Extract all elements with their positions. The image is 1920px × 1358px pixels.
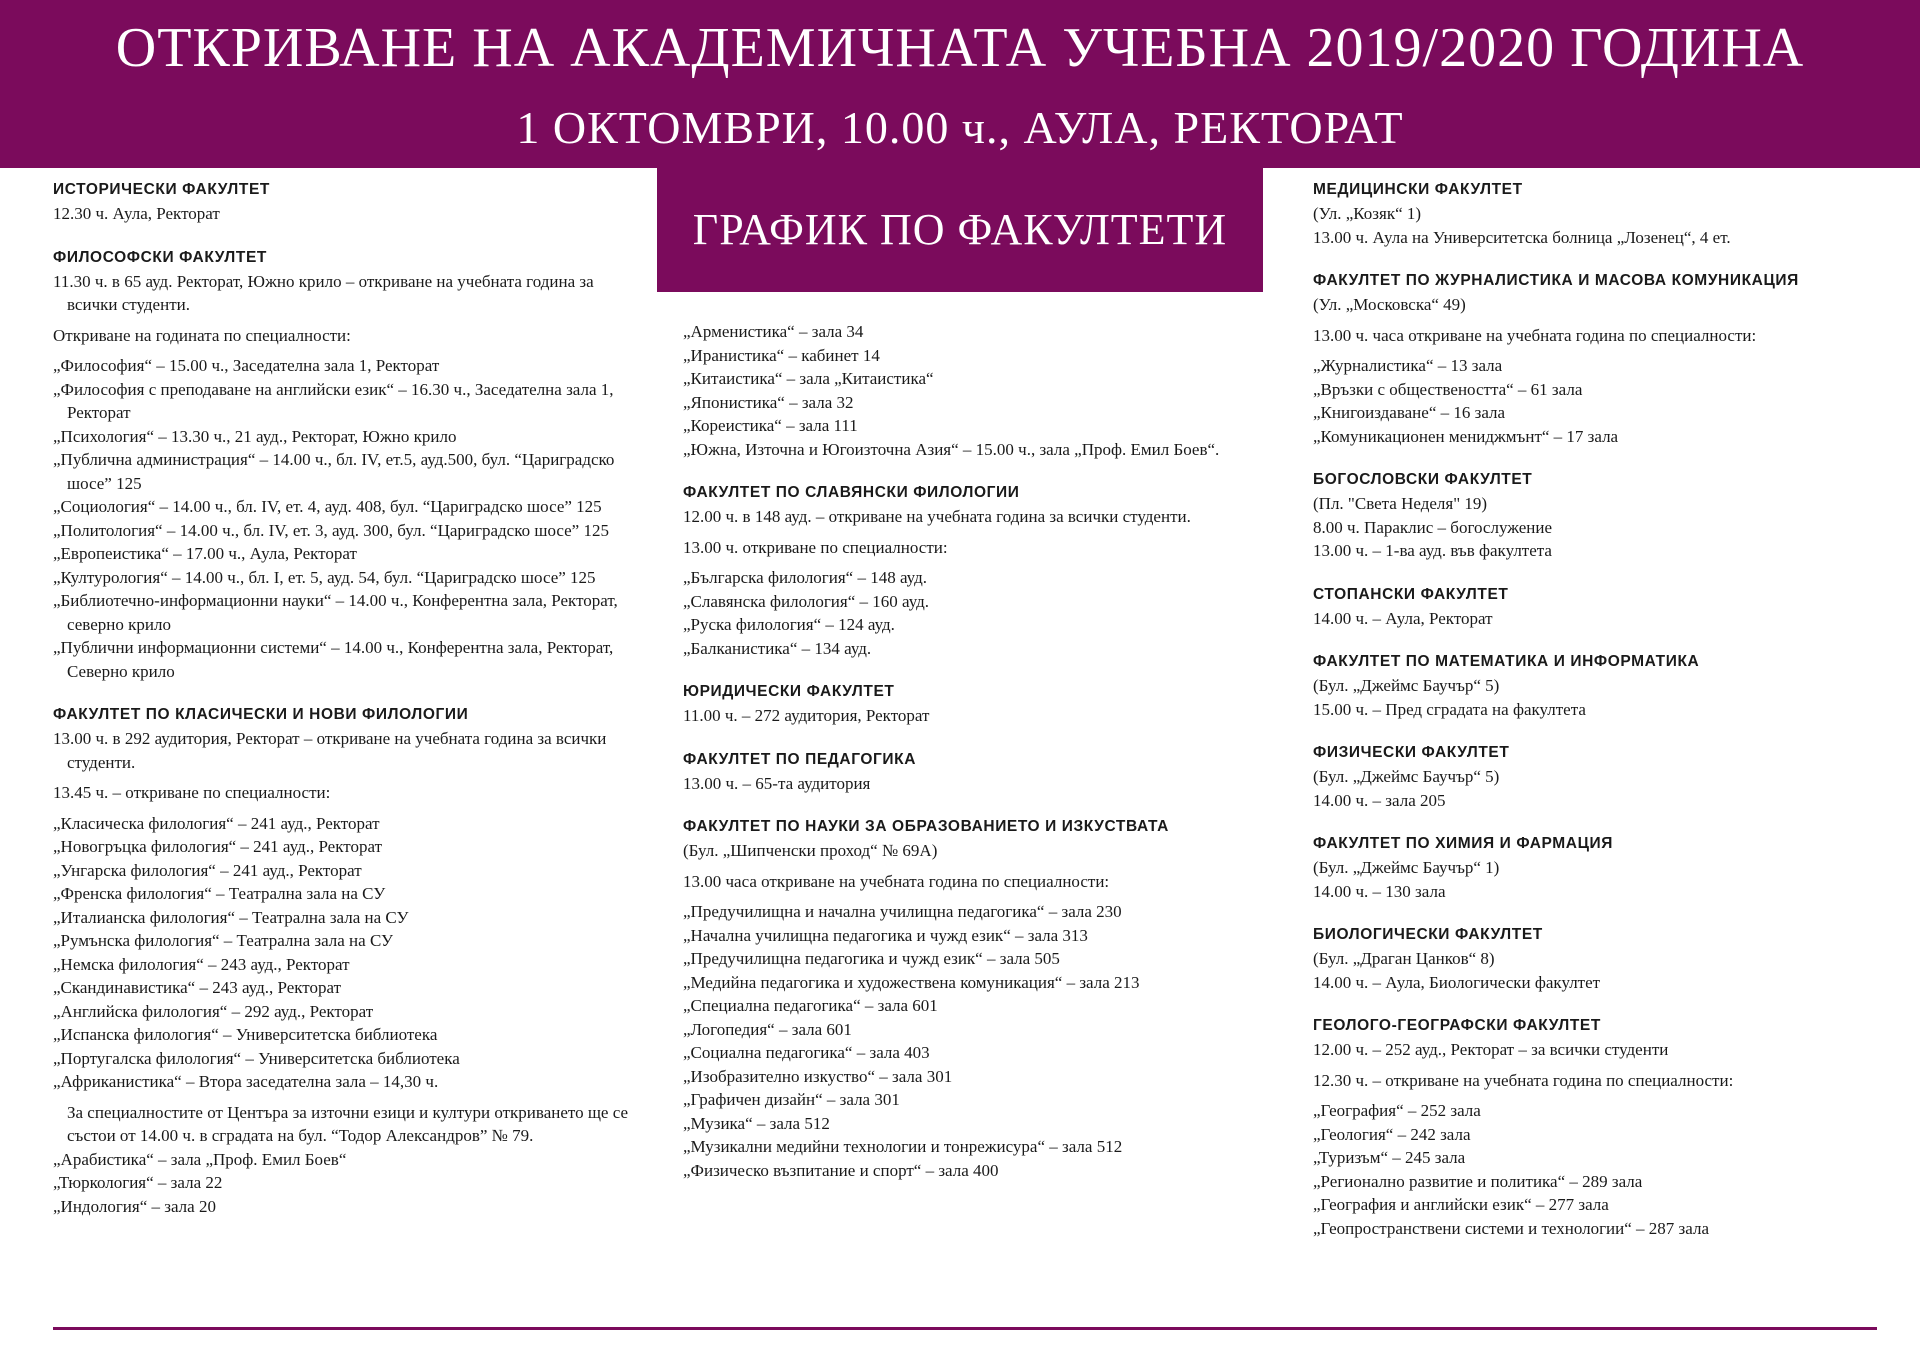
list-item: „География и английски език“ – 277 зала <box>1313 1195 1609 1214</box>
list-item: „Класическа филология“ – 241 ауд., Ректорат <box>53 813 380 833</box>
faculty-address: (Бул. „Джеймс Баучър“ 5) <box>1313 767 1500 786</box>
list-item: „Геопространствени системи и технологии“ – 287 зала <box>1313 1218 1709 1238</box>
faculty-title: БОГОСЛОВСКИ ФАКУЛТЕТ <box>1313 471 1533 488</box>
list-item: „География“ – 252 зала <box>1313 1101 1481 1120</box>
list-item: „Тюркология“ – зала 22 <box>53 1173 223 1192</box>
specialty-list <box>1313 1099 1903 1240</box>
list-item: „Новогръцка филология“ – 241 ауд., Ректорат <box>53 837 382 856</box>
list-item: „Предучилищна педагогика и чужд език“ – зала 505 <box>683 949 1060 968</box>
schedule-line: 14.00 ч. – 130 зала <box>1313 881 1446 901</box>
faculty-title: ИСТОРИЧЕСКИ ФАКУЛТЕТ <box>53 181 270 198</box>
list-item: „Социална педагогика“ – зала 403 <box>683 1043 930 1062</box>
schedule-heading: ГРАФИК ПО ФАКУЛТЕТИ <box>657 168 1263 292</box>
schedule-line: 11.00 ч. – 272 аудитория, Ректорат <box>683 706 930 725</box>
column-right <box>1313 178 1903 1260</box>
faculty-address: (Бул. „Джеймс Баучър“ 1) <box>1313 858 1500 877</box>
faculty-address: (Бул. „Шипченски проход“ № 69А) <box>683 841 938 860</box>
faculty-biology <box>1313 923 1903 994</box>
faculty-title: ФАКУЛТЕТ ПО МАТЕМАТИКА И ИНФОРМАТИКА <box>1313 653 1700 670</box>
faculty-title: ФИЗИЧЕСКИ ФАКУЛТЕТ <box>1313 744 1510 761</box>
faculty-address: (Бул. „Джеймс Баучър“ 5) <box>1313 676 1500 695</box>
faculty-title: ФИЛОСОФСКИ ФАКУЛТЕТ <box>53 248 267 266</box>
column-left <box>53 178 633 1238</box>
specialty-list <box>53 354 633 683</box>
list-item: „Логопедия“ – зала 601 <box>683 1019 852 1039</box>
schedule-line: 15.00 ч. – Пред сградата на факултета <box>1313 699 1586 719</box>
list-item: „Японистика“ – зала 32 <box>683 392 854 412</box>
faculty-title: МЕДИЦИНСКИ ФАКУЛТЕТ <box>1313 181 1523 198</box>
schedule-line: 14.00 ч. – зала 205 <box>1313 790 1446 810</box>
list-item: „Регионално развитие и политика“ – 289 зала <box>1313 1171 1643 1191</box>
list-item: „Китаистика“ – зала „Китаистика“ <box>683 369 934 388</box>
list-item: „Графичен дизайн“ – зала 301 <box>683 1090 900 1109</box>
faculty-slavic-philology <box>683 481 1273 660</box>
faculty-chemistry <box>1313 832 1903 903</box>
list-item: „Арабистика“ – зала „Проф. Емил Боев“ <box>53 1149 347 1169</box>
faculty-title: ФАКУЛТЕТ ПО КЛАСИЧЕСКИ И НОВИ ФИЛОЛОГИИ <box>53 706 469 723</box>
list-item: „Специална педагогика“ – зала 601 <box>683 996 938 1015</box>
list-item: „Испанска филология“ – Университетска библиотека <box>53 1025 438 1044</box>
faculty-classical-philology <box>53 703 633 1218</box>
faculty-address: (Ул. „Московска“ 49) <box>1313 295 1466 314</box>
faculty-address: (Пл. "Света Неделя" 19) <box>1313 494 1488 513</box>
list-item: „Кореистика“ – зала 111 <box>683 416 858 435</box>
faculty-law <box>683 680 1273 728</box>
schedule-line: 13.00 ч. Аула на Университетска болница „Лозенец“, 4 ет. <box>1313 227 1731 247</box>
schedule-line: 13.00 ч. – 65-та аудитория <box>683 773 871 793</box>
list-item: „Балканистика“ – 134 ауд. <box>683 638 872 658</box>
schedule-line: 14.00 ч. – Аула, Биологически факултет <box>1313 972 1601 992</box>
list-item: „Културология“ – 14.00 ч., бл. I, ет. 5, ауд. 54, бул. “Цариградско шосе” 125 <box>53 567 596 587</box>
list-item: „Италианска филология“ – Театрална зала на СУ <box>53 907 409 927</box>
list-item: „Социология“ – 14.00 ч., бл. IV, ет. 4, ауд. 408, бул. “Цариградско шосе” 125 <box>53 497 602 516</box>
list-item: „Журналистика“ – 13 зала <box>1313 356 1503 375</box>
faculty-title: ФАКУЛТЕТ ПО НАУКИ ЗА ОБРАЗОВАНИЕТО И ИЗКУСТВАТА <box>683 818 1169 835</box>
column-middle <box>683 320 1273 1202</box>
specialty-list <box>683 566 1273 660</box>
list-item: „Публична администрация“ – 14.00 ч., бл. IV, ет.5, ауд.500, бул. “Цариградско шосе” 125 <box>53 450 615 493</box>
faculty-address: (Ул. „Козяк“ 1) <box>1313 204 1422 223</box>
faculty-title: ЮРИДИЧЕСКИ ФАКУЛТЕТ <box>683 683 895 700</box>
list-item: „Предучилищна и начална училищна педагогика“ – зала 230 <box>683 902 1122 921</box>
faculty-address: (Бул. „Драган Цанков“ 8) <box>1313 949 1495 968</box>
faculty-title: ФАКУЛТЕТ ПО ЖУРНАЛИСТИКА И МАСОВА КОМУНИКАЦИЯ <box>1313 272 1799 289</box>
eastern-languages-note: За специалностите от Центъра за източни езици и култури откриването ще се състои от 14.00 ч. в сградата на бул. “Тодор Александров” № 79. <box>67 1102 629 1145</box>
schedule-line: 13.00 ч. – 1-ва ауд. във факултета <box>1313 541 1552 560</box>
schedule-line: 14.00 ч. – Аула, Ректорат <box>1313 608 1493 628</box>
faculty-title: ФАКУЛТЕТ ПО СЛАВЯНСКИ ФИЛОЛОГИИ <box>683 484 1020 501</box>
faculty-title: БИОЛОГИЧЕСКИ ФАКУЛТЕТ <box>1313 926 1543 943</box>
specialty-list <box>683 900 1273 1182</box>
list-item: „Политология“ – 14.00 ч., бл. IV, ет. 3, ауд. 300, бул. “Цариградско шосе” 125 <box>53 520 609 540</box>
list-item: „Туризъм“ – 245 зала <box>1313 1148 1466 1167</box>
list-item: „Музикални медийни технологии и тонрежисура“ – зала 512 <box>683 1137 1123 1156</box>
list-item: „Португалска филология“ – Университетска библиотека <box>53 1048 460 1068</box>
list-item: „Книгоиздаване“ – 16 зала <box>1313 403 1506 422</box>
page-subtitle: 1 ОКТОМВРИ, 10.00 ч., АУЛА, РЕКТОРАТ <box>516 102 1404 153</box>
list-item: „Европеистика“ – 17.00 ч., Аула, Ректорат <box>53 544 357 563</box>
list-item: „Южна, Източна и Югоизточна Азия“ – 15.00 ч., зала „Проф. Емил Боев“. <box>683 439 1220 459</box>
faculty-philosophy <box>53 246 633 684</box>
schedule-line: 13.00 ч. часа откриване на учебната година по специалности: <box>1313 325 1757 345</box>
schedule-line: 13.00 ч. в 292 аудитория, Ректорат – откриване на учебната година за всички студенти. <box>53 729 607 772</box>
list-item: „Унгарска филология“ – 241 ауд., Ректорат <box>53 860 362 880</box>
schedule-line: 13.00 ч. откриване по специалности: <box>683 537 948 557</box>
list-item: „Славянска филология“ – 160 ауд. <box>683 591 930 611</box>
faculty-mathematics <box>1313 650 1903 721</box>
list-item: „Геология“ – 242 зала <box>1313 1124 1471 1144</box>
list-item: „Африканистика“ – Втора заседателна зала – 14,30 ч. <box>53 1072 439 1091</box>
schedule-line: 13.00 часа откриване на учебната година по специалности: <box>683 871 1110 891</box>
faculty-journalism <box>1313 269 1903 448</box>
schedule-line: 12.00 ч. в 148 ауд. – откриване на учебната година за всички студенти. <box>683 507 1191 526</box>
schedule-line: 12.30 ч. Аула, Ректорат <box>53 204 220 223</box>
list-item: „Медийна педагогика и художествена комуникация“ – зала 213 <box>683 972 1140 992</box>
faculty-title: ФАКУЛТЕТ ПО ПЕДАГОГИКА <box>683 750 917 768</box>
list-item: „Музика“ – зала 512 <box>683 1113 830 1133</box>
schedule-line: 11.30 ч. в 65 ауд. Ректорат, Южно крило – откриване на учебната година за всички студенти. <box>53 271 594 314</box>
faculty-theology <box>1313 468 1903 563</box>
list-item: „Изобразително изкуство“ – зала 301 <box>683 1066 953 1086</box>
list-item: „Психология“ – 13.30 ч., 21 ауд., Ректорат, Южно крило <box>53 426 457 446</box>
list-item: „Физическо възпитание и спорт“ – зала 400 <box>683 1160 999 1180</box>
list-item: „Руска филология“ – 124 ауд. <box>683 615 895 634</box>
schedule-line: 13.45 ч. – откриване по специалности: <box>53 783 331 802</box>
list-item: „Немска филология“ – 243 ауд., Ректорат <box>53 954 350 974</box>
eastern-languages-list <box>683 320 1273 461</box>
list-item: „Философия с преподаване на английски език“ – 16.30 ч., Заседателна зала 1, Ректорат <box>53 379 614 422</box>
schedule-line: 12.00 ч. – 252 ауд., Ректорат – за всички студенти <box>1313 1040 1669 1059</box>
list-item: „Публични информационни системи“ – 14.00 ч., Конферентна зала, Ректорат, Северно крило <box>53 638 614 681</box>
faculty-pedagogy <box>683 748 1273 796</box>
list-item: „Английска филология“ – 292 ауд., Ректорат <box>53 1001 374 1021</box>
schedule-line: Откриване на годината по специалности: <box>53 325 351 345</box>
faculty-history <box>53 178 633 226</box>
list-item: „Българска филология“ – 148 ауд. <box>683 568 927 587</box>
list-item: „Начална училищна педагогика и чужд език“ – зала 313 <box>683 925 1088 945</box>
list-item: „Комуникационен мениджмънт“ – 17 зала <box>1313 426 1619 446</box>
list-item: „Арменистика“ – зала 34 <box>683 322 864 341</box>
faculty-education-arts <box>683 815 1273 1182</box>
faculty-physics <box>1313 741 1903 812</box>
faculty-title: ФАКУЛТЕТ ПО ХИМИЯ И ФАРМАЦИЯ <box>1313 835 1614 852</box>
specialty-list <box>1313 354 1903 448</box>
schedule-line: 8.00 ч. Параклис – богослужение <box>1313 517 1553 537</box>
bottom-divider <box>53 1327 1877 1330</box>
list-item: „Индология“ – зала 20 <box>53 1196 216 1216</box>
faculty-medicine <box>1313 178 1903 249</box>
list-item: „Връзки с обществеността“ – 61 зала <box>1313 379 1583 399</box>
list-item: „Румънска филология“ – Театрална зала на СУ <box>53 931 394 950</box>
schedule-line: 12.30 ч. – откриване на учебната година по специалности: <box>1313 1070 1734 1090</box>
list-item: „Френска филология“ – Театрална зала на СУ <box>53 884 386 903</box>
page-title: ОТКРИВАНЕ НА АКАДЕМИЧНАТА УЧЕБНА 2019/2020 ГОДИНА <box>115 17 1805 79</box>
specialty-list <box>53 812 633 1094</box>
faculty-economics <box>1313 583 1903 631</box>
list-item: „Скандинавистика“ – 243 ауд., Ректорат <box>53 978 342 997</box>
faculty-title: СТОПАНСКИ ФАКУЛТЕТ <box>1313 585 1509 603</box>
list-item: „Библиотечно-информационни науки“ – 14.00 ч., Конферентна зала, Ректорат, северно крило <box>53 591 618 634</box>
faculty-geology-geography <box>1313 1014 1903 1240</box>
list-item: „Философия“ – 15.00 ч., Заседателна зала 1, Ректорат <box>53 356 440 375</box>
list-item: „Иранистика“ – кабинет 14 <box>683 345 880 365</box>
faculty-title: ГЕОЛОГО-ГЕОГРАФСКИ ФАКУЛТЕТ <box>1313 1017 1601 1034</box>
